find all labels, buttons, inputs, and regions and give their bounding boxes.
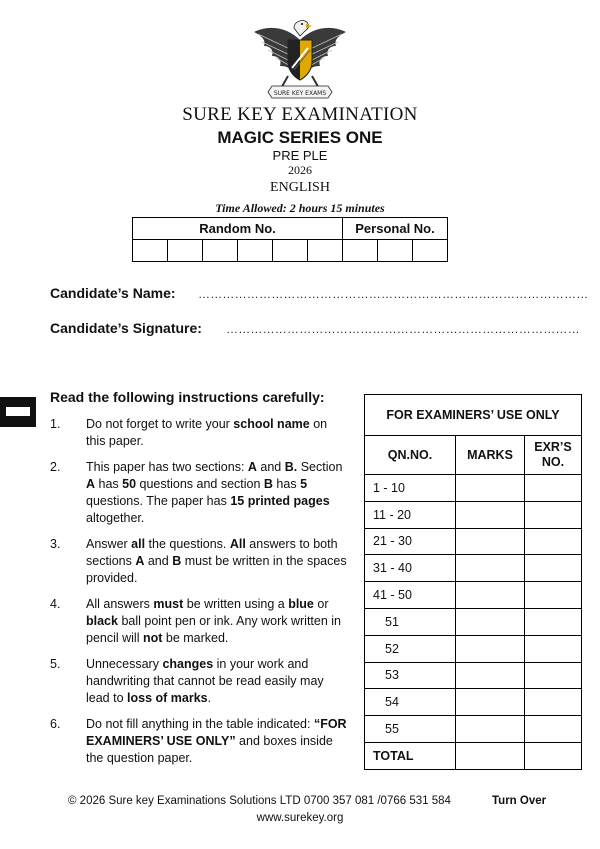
- marks-cell[interactable]: [456, 582, 525, 609]
- examiners-table: [364, 394, 582, 770]
- marks-cell[interactable]: [456, 716, 525, 743]
- page-tab-marker: [0, 397, 36, 427]
- instruction-text: Answer all the questions. All answers to both sections A and B must be written in the spaces provided.: [86, 537, 347, 585]
- series-title: MAGIC SERIES ONE: [217, 128, 383, 147]
- organisation-title: SURE KEY EXAMINATION: [182, 104, 418, 125]
- eagle-crest-logo: [248, 10, 352, 106]
- subject-title: ENGLISH: [270, 180, 330, 195]
- examiner-cell[interactable]: [525, 689, 582, 716]
- candidate-name-field[interactable]: ……………………………………………………………………………………: [198, 287, 589, 301]
- examiner-no-column-header: EXR’S NO.: [525, 436, 582, 475]
- personal-no-box[interactable]: [413, 240, 448, 262]
- random-no-box[interactable]: [273, 240, 308, 262]
- instructions-heading: Read the following instructions carefully:: [50, 389, 325, 405]
- random-no-box[interactable]: [133, 240, 168, 262]
- instruction-number: 2.: [50, 460, 61, 474]
- instruction-text: All answers must be written using a blue or black ball point pen or ink. Any work written in pencil will not be marked.: [86, 597, 341, 645]
- random-no-box[interactable]: [238, 240, 273, 262]
- svg-text:SURE KEY EXAMS: SURE KEY EXAMS: [273, 90, 327, 97]
- instruction-text: Do not fill anything in the table indicated: “FOR EXAMINERS’ USE ONLY” and boxes inside the question paper.: [86, 717, 347, 765]
- examiner-cell[interactable]: [525, 475, 582, 502]
- examiner-cell[interactable]: [525, 501, 582, 528]
- examiner-cell[interactable]: [525, 528, 582, 555]
- instruction-item: [50, 716, 348, 767]
- marks-cell[interactable]: [456, 608, 525, 635]
- marks-cell[interactable]: [456, 475, 525, 502]
- random-no-box[interactable]: [168, 240, 203, 262]
- question-range: 31 - 40: [365, 555, 456, 582]
- qn-no-column-header: QN.NO.: [365, 436, 456, 475]
- marks-cell[interactable]: [456, 689, 525, 716]
- time-allowed: Time Allowed: 2 hours 15 minutes: [215, 201, 385, 215]
- instruction-number: 3.: [50, 537, 61, 551]
- candidate-name-label: Candidate’s Name:: [50, 285, 176, 301]
- footer-copyright: © 2026 Sure key Examinations Solutions LTD 0700 357 081 /0766 531 584: [68, 795, 451, 807]
- random-no-header: Random No.: [133, 218, 343, 240]
- examiner-cell[interactable]: [525, 608, 582, 635]
- personal-no-header: Personal No.: [343, 218, 448, 240]
- question-range: 1 - 10: [365, 475, 456, 502]
- examiner-cell[interactable]: [525, 635, 582, 662]
- random-no-box[interactable]: [308, 240, 343, 262]
- marks-cell[interactable]: [456, 555, 525, 582]
- marks-cell[interactable]: [456, 635, 525, 662]
- question-number: 54: [365, 689, 456, 716]
- examiner-cell[interactable]: [525, 716, 582, 743]
- exam-level: PRE PLE: [272, 148, 328, 163]
- marks-cell[interactable]: [456, 662, 525, 689]
- instruction-text: Do not forget to write your school name on this paper.: [86, 417, 328, 448]
- instruction-number: 5.: [50, 657, 61, 671]
- instruction-number: 4.: [50, 597, 61, 611]
- total-marks-cell[interactable]: [456, 742, 525, 769]
- marks-column-header: MARKS: [456, 436, 525, 475]
- instruction-number: 6.: [50, 717, 61, 731]
- question-range: 41 - 50: [365, 582, 456, 609]
- candidate-signature-label: Candidate’s Signature:: [50, 320, 202, 336]
- question-range: 21 - 30: [365, 528, 456, 555]
- instruction-item: [50, 596, 348, 647]
- marks-cell[interactable]: [456, 528, 525, 555]
- candidate-signature-field[interactable]: ……………………………………………………………………………: [226, 322, 580, 336]
- instruction-number: 1.: [50, 417, 61, 431]
- instruction-text: Unnecessary changes in your work and handwriting that cannot be read easily may lead to loss of marks.: [86, 657, 324, 705]
- examiners-table-title: FOR EXAMINERS’ USE ONLY: [365, 395, 582, 436]
- number-grid: [132, 217, 448, 262]
- marks-cell[interactable]: [456, 501, 525, 528]
- total-examiner-cell[interactable]: [525, 742, 582, 769]
- instruction-item: [50, 459, 348, 527]
- examiner-cell[interactable]: [525, 582, 582, 609]
- question-number: 55: [365, 716, 456, 743]
- examiner-cell[interactable]: [525, 662, 582, 689]
- instruction-text: This paper has two sections: A and B. Section A has 50 questions and section B has 5 questions. The paper has 15 printed pages altogether.: [86, 460, 343, 525]
- total-label: TOTAL: [365, 742, 456, 769]
- question-number: 51: [365, 608, 456, 635]
- turn-over-label: Turn Over: [492, 795, 547, 807]
- exam-year: 2026: [288, 163, 312, 177]
- random-no-box[interactable]: [203, 240, 238, 262]
- personal-no-box[interactable]: [378, 240, 413, 262]
- footer-website: www.surekey.org: [256, 812, 344, 824]
- question-number: 52: [365, 635, 456, 662]
- instruction-item: [50, 656, 348, 707]
- instructions-list: [50, 416, 348, 776]
- instruction-item: [50, 536, 348, 587]
- examiner-cell[interactable]: [525, 555, 582, 582]
- personal-no-box[interactable]: [343, 240, 378, 262]
- question-range: 11 - 20: [365, 501, 456, 528]
- instruction-item: [50, 416, 348, 450]
- question-number: 53: [365, 662, 456, 689]
